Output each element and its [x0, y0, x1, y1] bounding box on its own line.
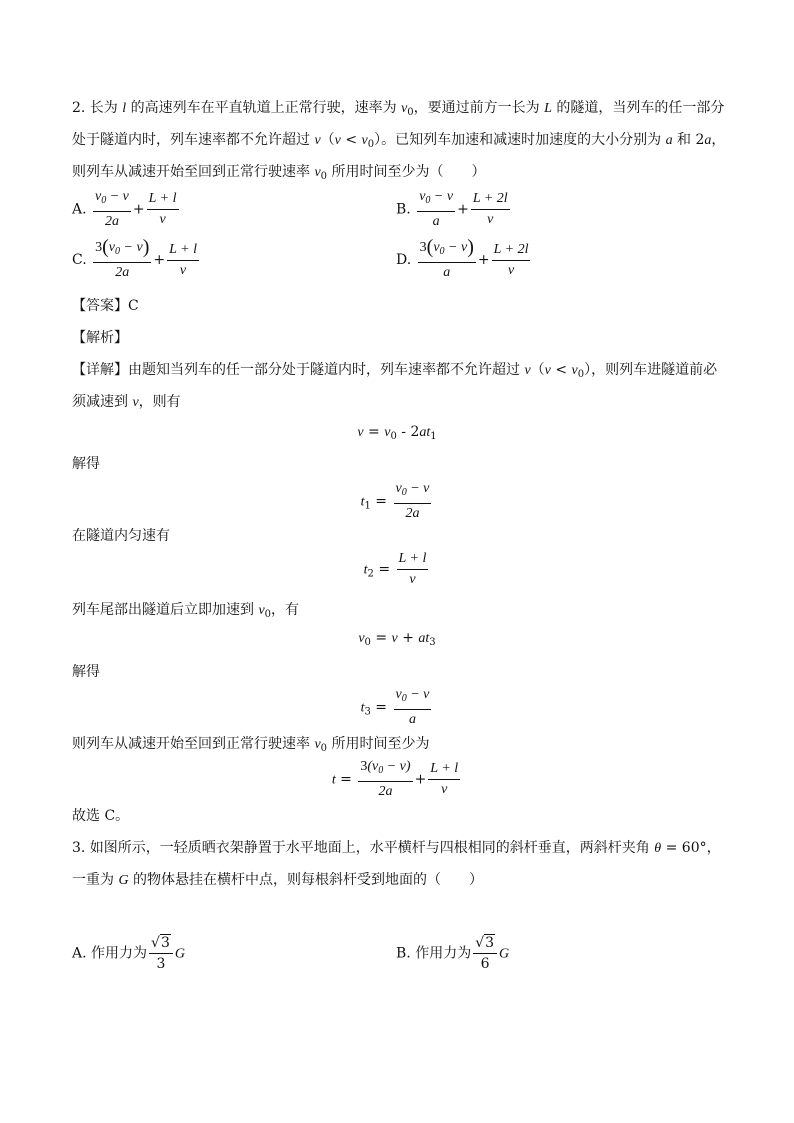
q3-option-a[interactable]: A. 作用力为 $\frac{√3}{3}$ G [72, 935, 185, 972]
analysis-tag: 【解析】 [72, 330, 128, 346]
tail-text: 列车尾部出隧道后立即加速到 $v_0$，有 [72, 602, 300, 620]
equation-1: $v = v_0 - 2at_1$ [357, 424, 437, 442]
fraction: $\frac{3(v_0 - v)}{2a}$ [95, 236, 150, 280]
fraction: $\frac{v_0 - v}{a}$ [395, 687, 430, 727]
inside-tunnel-text: 在隧道内匀速有 [72, 528, 170, 544]
detail-line1: 【详解】由题知当列车的任一部分处于隧道内时，列车速率都不允许超过 $v(v < v_0)$，则列车进隧道前必 [72, 362, 718, 380]
fraction: $\frac{L + l}{v}$ [148, 191, 177, 227]
fraction: $\frac{L + l}{v}$ [430, 761, 459, 797]
equation-4: $v_0 = v + at_3$ [358, 630, 436, 648]
detail-line2: 须减速到 v，则有 [72, 394, 181, 410]
answer-line [72, 296, 139, 316]
equation-5: $t_3$ = $\frac{v_0 - v}{a}$ [360, 687, 430, 727]
equation-3: $t_2$ = $\frac{L + l}{v}$ [363, 551, 427, 587]
q2-option-b[interactable]: B. $\frac{v_0 - v}{a}$ + $\frac{L + 2l}{v}$ [396, 189, 508, 229]
choose-text: 故选 C。 [72, 808, 130, 824]
equation-6: t = $\frac{3(v_0 - v)}{2a}$ + $\frac{L + l}{v}$ [331, 759, 459, 799]
solve-label-1: 解得 [72, 456, 100, 472]
q2-stem-line3: 则列车从减速开始至回到正常行驶速率 $v_0$ 所用时间至少为（ ） [72, 164, 486, 182]
fraction: $\frac{L + l}{v}$ [398, 551, 427, 587]
fraction: $\frac{v_0 - v}{2a}$ [395, 481, 430, 521]
q3-option-b[interactable]: B. 作用力为 $\frac{√3}{6}$ G [396, 935, 510, 972]
fraction: $\frac{L + l}{v}$ [169, 241, 197, 278]
q2-option-a[interactable]: A. $\frac{v_0 - v}{2a}$ + $\frac{L + l}{v}$ [72, 189, 177, 229]
fraction: $\frac{L + 2l}{v}$ [472, 191, 508, 227]
q2-stem-line2: 处于隧道内时，列车速率都不允许超过 $v(v < v_0)$。已知列车加速和减速时加速度的大小分别为 a 和 2a， [72, 132, 726, 150]
answer-tag: 【答案】 [72, 298, 128, 314]
detail-tag: 【详解】 [72, 362, 128, 378]
solve-label-2: 解得 [72, 664, 100, 680]
q2-stem-line1: 2. 长为 l 的高速列车在平直轨道上正常行驶，速率为 $v_0$，要通过前方一长为 L 的隧道，当列车的任一部分 [72, 100, 725, 118]
q3-stem-line1: 3. 如图所示，一轻质晒衣架静置于水平地面上，水平横杆与四根相同的斜杆垂直，两斜杆夹角 θ = 60°， [72, 840, 721, 856]
fraction: $\frac{√3}{6}$ [473, 934, 497, 973]
conclusion-text: 则列车从减速开始至回到正常行驶速率 $v_0$ 所用时间至少为 [72, 736, 430, 754]
fraction: $\frac{v_0 - v}{2a}$ [95, 189, 129, 229]
answer-value: C [128, 298, 139, 314]
fraction: $\frac{√3}{3}$ [149, 934, 173, 973]
equation-2: $t_1$ = $\frac{v_0 - v}{2a}$ [360, 481, 430, 521]
fraction: $\frac{3(v_0 - v)}{2a}$ [360, 759, 411, 799]
q2-option-c[interactable]: C. $\frac{3(v_0 - v)}{2a}$ + $\frac{L + l}{v}$ [72, 236, 197, 280]
fraction: $\frac{3(v_0 - v)}{a}$ [419, 236, 474, 280]
fraction: $\frac{v_0 - v}{a}$ [419, 189, 454, 229]
fraction: $\frac{L + 2l}{v}$ [493, 241, 529, 278]
q2-option-d[interactable]: D. $\frac{3(v_0 - v)}{a}$ + $\frac{L + 2l}{v}$ [396, 236, 529, 280]
q3-stem-line2: 一重为 G 的物体悬挂在横杆中点，则每根斜杆受到地面的（ ） [72, 872, 484, 888]
